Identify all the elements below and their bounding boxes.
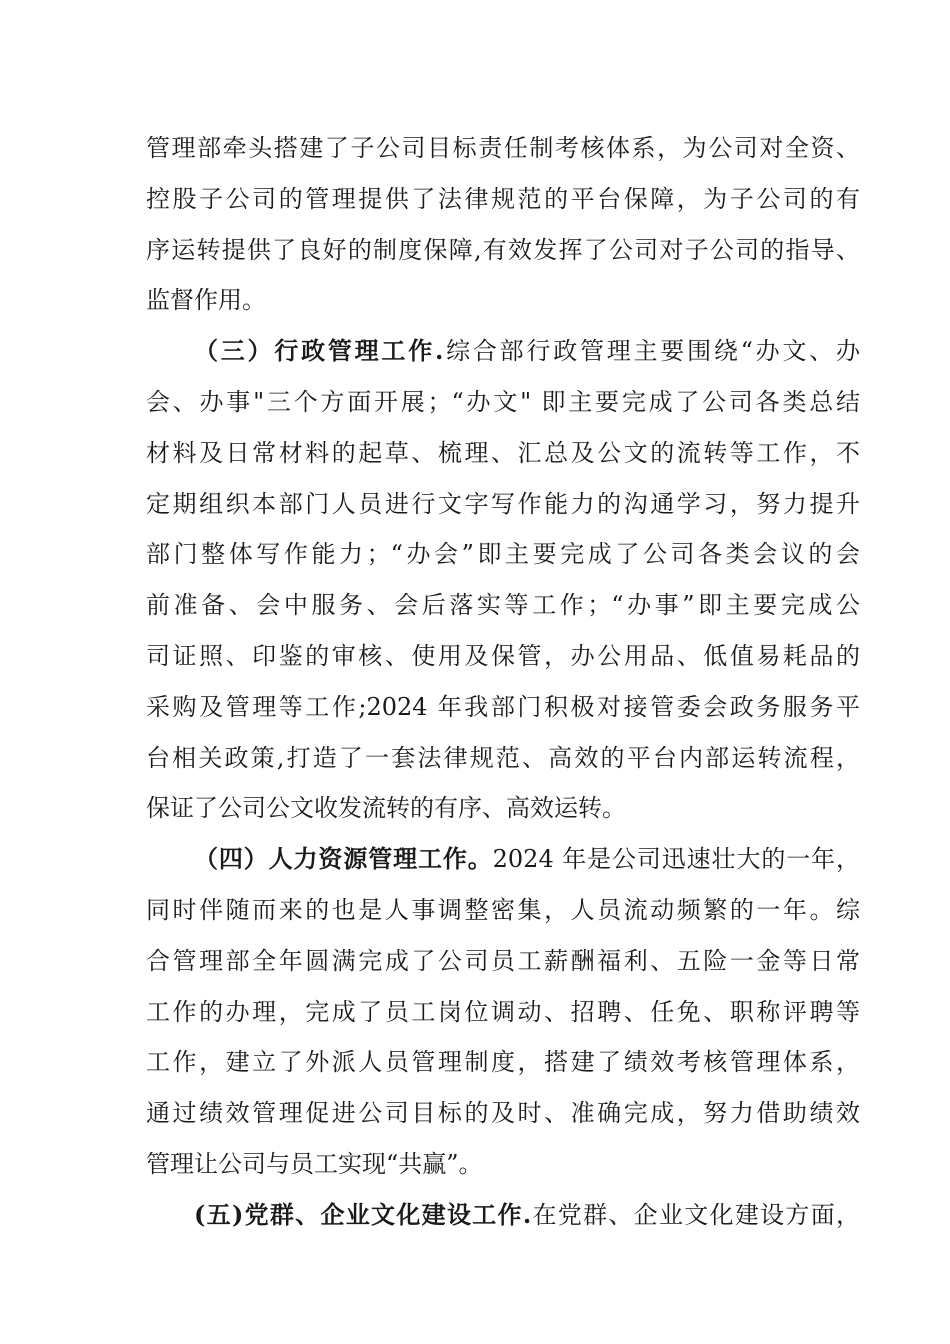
- text-line: 管理让公司与员工实现“共赢”。: [146, 1149, 483, 1178]
- text-line: 通过绩效管理促进公司目标的及时、准确完成，努力借助绩效: [146, 1099, 860, 1128]
- section-heading: (五)党群、企业文化建设工作.: [194, 1199, 532, 1229]
- paragraph-section-5: [146, 1190, 860, 1241]
- paragraph-section-4: [146, 834, 860, 1190]
- text-line: 司证照、印鉴的审核、使用及保管，办公用品、低值易耗品的: [146, 641, 860, 670]
- text-line: 保证了公司公文收发流转的有序、高效运转。: [146, 794, 626, 823]
- text-line: 工作的办理，完成了员工岗位调动、招聘、任免、职称评聘等: [146, 997, 860, 1026]
- section-lead-text: 在党群、企业文化建设方面，: [531, 1200, 860, 1229]
- text-line: [146, 326, 860, 377]
- text-line: 前准备、会中服务、会后落实等工作；“办事”即主要完成公: [146, 591, 860, 620]
- text-line: 采购及管理等工作;2024 年我部门积极对接管委会政务服务平: [146, 692, 860, 721]
- text-line: 监督作用。: [146, 286, 266, 315]
- section-heading: （四）人力资源管理工作。: [194, 844, 493, 874]
- text-line: 材料及日常材料的起草、梳理、汇总及公文的流转等工作，不: [146, 438, 860, 467]
- section-lead-text: 综合部行政管理主要围绕“办文、办: [443, 337, 860, 366]
- section-lead-text: 2024 年是公司迅速壮大的一年，: [492, 845, 860, 874]
- text-line: 合管理部全年圆满完成了公司员工薪酬福利、五险一金等日常: [146, 946, 860, 975]
- text-line: 定期组织本部门人员进行文字写作能力的沟通学习，努力提升: [146, 489, 860, 518]
- section-heading: （三）行政管理工作.: [194, 336, 444, 366]
- text-line: 序运转提供了良好的制度保障,有效发挥了公司对子公司的指导、: [146, 235, 860, 264]
- text-line: 会、办事"三个方面开展；“办文" 即主要完成了公司各类总结: [146, 387, 860, 416]
- text-line: 台相关政策,打造了一套法律规范、高效的平台内部运转流程，: [146, 743, 860, 772]
- text-line: 部门整体写作能力；“办会”即主要完成了公司各类会议的会: [146, 540, 860, 569]
- text-line: [146, 834, 860, 885]
- paragraph-section-3: [146, 326, 860, 834]
- text-line: 管理部牵头搭建了子公司目标责任制考核体系，为公司对全资、: [146, 134, 860, 162]
- paragraph-continuation: [146, 123, 860, 326]
- document-body: [146, 123, 860, 1241]
- text-line: 同时伴随而来的也是人事调整密集，人员流动频繁的一年。综: [146, 895, 860, 924]
- text-line: 控股子公司的管理提供了法律规范的平台保障，为子公司的有: [146, 184, 860, 213]
- text-line: 工作，建立了外派人员管理制度，搭建了绩效考核管理体系，: [146, 1048, 860, 1077]
- text-line: [146, 1190, 860, 1241]
